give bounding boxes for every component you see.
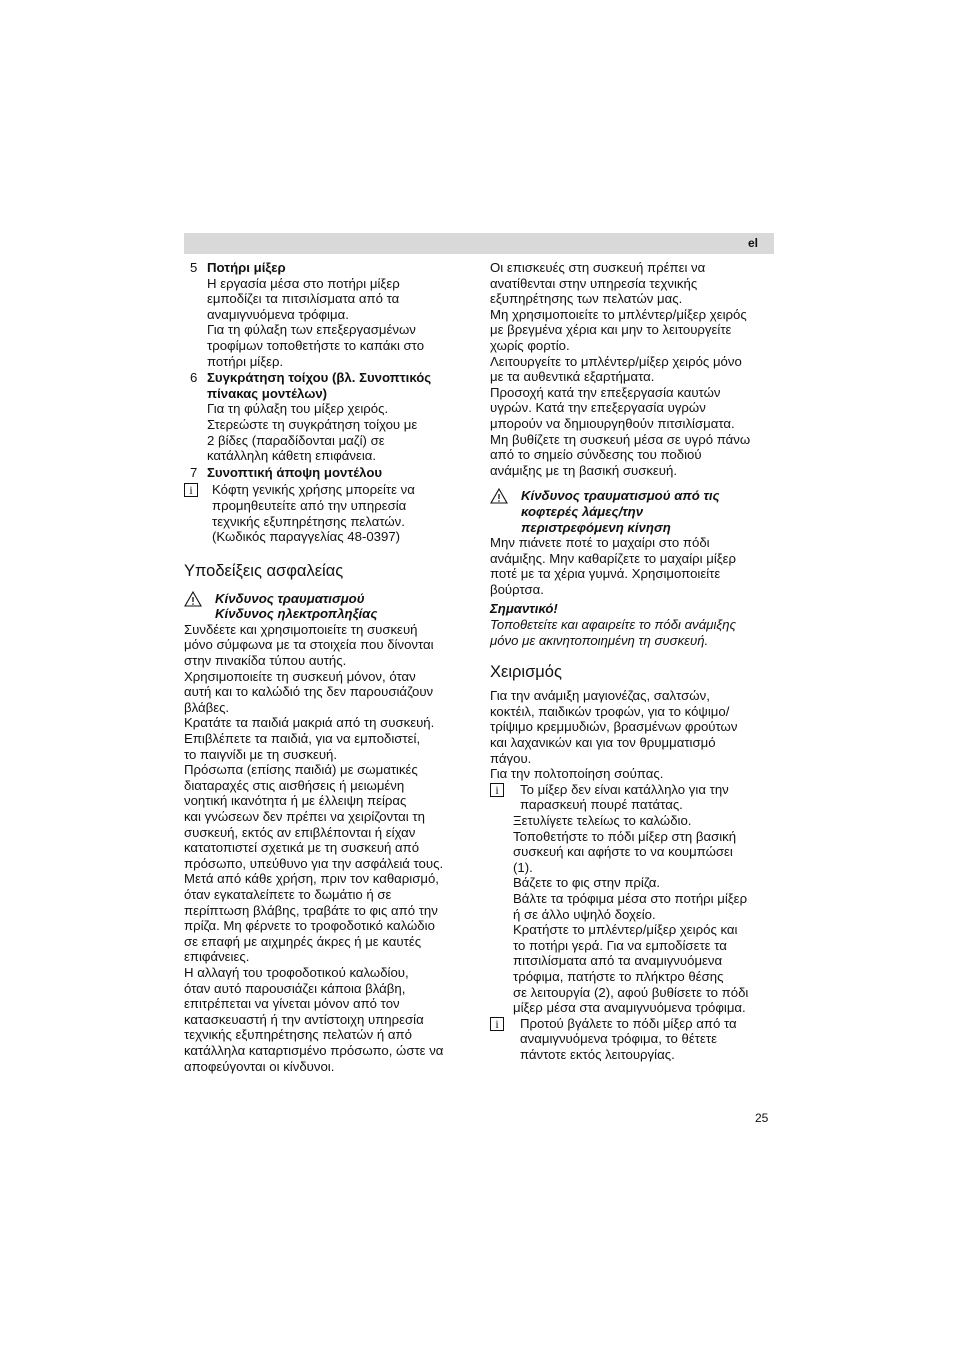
important-text: Τοποθετείτε και αφαιρείτε το πόδι ανάμιξης: [490, 617, 737, 633]
warning-text: Κίνδυνος τραυματισμού από τις: [521, 488, 720, 504]
section-heading-handling: Χειρισμός: [490, 663, 562, 682]
text-line: Μη βυθίζετε τη συσκευή μέσα σε υγρό πάνω: [490, 431, 751, 447]
text-line: και λαχανικών και για τον θρυμματισμό: [490, 735, 716, 751]
safety-body-continued: [490, 260, 774, 478]
text-line: κοκτέιλ, παιδικών τροφών, για το κόψιμο/: [490, 703, 730, 719]
handling-steps: [490, 813, 774, 1016]
warning-body: [490, 535, 774, 597]
text-line: Προτού βγάλετε το πόδι μίξερ από τα: [520, 1015, 737, 1031]
text-line: όταν εγκαταλείπετε το δωμάτιο ή σε: [184, 886, 392, 902]
item-number: 7: [190, 464, 198, 480]
text-line: ανάμιξης με τη βασική συσκευή.: [490, 462, 678, 478]
left-column: [184, 260, 469, 1074]
step-line: συσκευή και αφήστε το να κουμπώσει: [513, 844, 733, 860]
text-line: Για τη φύλαξη των επεξεργασμένων: [207, 322, 416, 338]
warning-triangle-icon: [184, 591, 215, 622]
text-line: τεχνικής εξυπηρέτησης πελατών ή από: [184, 1027, 412, 1043]
text-line: σε επαφή με αιχμηρές άκρες ή με καυτές: [184, 933, 422, 949]
text-line: υγρών. Κατά την επεξεργασία υγρών: [490, 400, 706, 416]
text-line: Η εργασία μέσα στο ποτήρι μίξερ: [207, 275, 400, 291]
text-line: 2 βίδες (παραδίδονται μαζί) σε: [207, 432, 385, 448]
warning-block: [490, 488, 774, 535]
item-number: 6: [190, 370, 198, 386]
text-line: Συνδέετε και χρησιμοποιείτε τη συσκευή: [184, 621, 418, 637]
text-line: Η αλλαγή του τροφοδοτικού καλωδίου,: [184, 964, 409, 980]
text-line: ανάμιξης. Μην καθαρίζετε το μαχαίρι μίξερ: [490, 550, 737, 566]
step-line: σε λειτουργία (2), αφού βυθίσετε το πόδι: [513, 984, 749, 1000]
text-line: Λειτουργείτε το μπλέντερ/μίξερ χειρός μόνο: [490, 353, 742, 369]
step-line: τρόφιμα, πατήστε το πλήκτρο θέσης: [513, 968, 724, 984]
item-title: Συνοπτική άποψη μοντέλου: [207, 464, 383, 480]
page-number: 25: [755, 1111, 769, 1125]
text-line: τροφίμων τοποθετήστε το καπάκι στο: [207, 337, 425, 353]
warning-text: κοφτερές λάμες/την: [521, 503, 644, 519]
item-title: Ποτήρι μίξερ: [207, 260, 286, 275]
text-line: κατάλληλη κάθετη επιφάνεια.: [207, 448, 377, 464]
safety-body: [184, 622, 469, 1074]
text-line: μόνο σύμφωνα με τα στοιχεία που δίνονται: [184, 637, 434, 653]
list-item-5: [184, 260, 469, 369]
text-line: επιφάνειες.: [184, 949, 250, 965]
text-line: κατασκευαστή ή την αντίστοιχη υπηρεσία: [184, 1011, 424, 1027]
text-line: Πρόσωπα (επίσης παιδιά) με σωματικές: [184, 762, 418, 778]
list-item-6: [184, 370, 469, 464]
text-line: χωρίς φορτίο.: [490, 337, 570, 353]
important-label: Σημαντικό!: [490, 601, 558, 617]
important-text: μόνο με ακινητοποιημένη τη συσκευή.: [490, 632, 709, 648]
text-line: εμποδίζει τα πιτσιλίσματα από τα: [207, 291, 400, 307]
text-line: Οι επισκευές στη συσκευή πρέπει να: [490, 260, 706, 275]
info-note: [490, 1016, 774, 1063]
text-line: Το μίξερ δεν είναι κατάλληλο για την: [520, 781, 729, 797]
language-code: el: [747, 236, 758, 250]
text-line: μπορούν να δημιουργηθούν πιτσιλίσματα.: [490, 415, 735, 431]
text-line: το παιγνίδι με τη συσκευή.: [184, 746, 338, 762]
text-line: εξυπηρέτησης των πελατών μας.: [490, 291, 683, 307]
text-line: πάντοτε εκτός λειτουργίας.: [520, 1046, 675, 1062]
text-line: με τα αυθεντικά εξαρτήματα.: [490, 369, 655, 385]
text-line: περίπτωση βλάβης, τραβάτε το φις από την: [184, 902, 438, 918]
text-line: τρίψιμο κρεμμυδιών, βρασμένων φρούτων: [490, 719, 738, 735]
text-line: ποτέ με τα χέρια γυμνά. Χρησιμοποιείτε: [490, 566, 721, 582]
text-line: διαταραχές στις αισθήσεις ή μειωμένη: [184, 777, 405, 793]
text-line: νοητική ικανότητα ή με έλλειψη πείρας: [184, 793, 407, 809]
step-line: Βάζετε το φις στην πρίζα.: [513, 875, 661, 891]
step-line: ή σε άλλο υψηλό δοχείο.: [513, 906, 656, 922]
text-line: Χρησιμοποιείτε τη συσκευή μόνον, όταν: [184, 668, 416, 684]
text-line: ανατίθενται στην υπηρεσία τεχνικής: [490, 275, 698, 291]
text-line: Για την πολτοποίηση σούπας.: [490, 766, 664, 782]
text-line: Επιβλέπετε τα παιδιά, για να εμποδιστεί,: [184, 731, 421, 747]
text-line: κατατοπιστεί σχετικά με τη συσκευή από: [184, 840, 420, 856]
section-heading-safety: Υποδείξεις ασφαλείας: [184, 561, 344, 580]
header-bar: [184, 233, 774, 254]
step-line: πιτσιλίσματα από τα αναμιγνυόμενα: [513, 953, 723, 969]
step-line: Βάλτε τα τρόφιμα μέσα στο ποτήρι μίξερ: [513, 890, 748, 906]
text-line: Μετά από κάθε χρήση, πριν τον καθαρισμό,: [184, 871, 439, 887]
text-line: συσκευή, εκτός αν επιβλέπονται ή είχαν: [184, 824, 416, 840]
text-line: Για τη φύλαξη του μίξερ χειρός.: [207, 401, 389, 417]
item-number: 5: [190, 260, 198, 275]
text-line: προμηθευτείτε από την υπηρεσία: [212, 497, 407, 513]
item-title: πίνακας μοντέλων): [207, 385, 328, 401]
info-note: [490, 782, 774, 813]
step-line: Κρατήστε το μπλέντερ/μίξερ χειρός και: [513, 922, 738, 938]
step-line: το ποτήρι γερά. Για να εμποδίσετε τα: [513, 937, 727, 953]
text-line: ποτήρι μίξερ.: [207, 353, 284, 369]
warning-triangle-icon: [490, 488, 521, 535]
text-line: πρίζα. Μη φέρνετε το τροφοδοτικό καλώδιο: [184, 918, 435, 934]
text-line: βλάβες.: [184, 699, 230, 715]
list-item-7: [184, 465, 469, 481]
text-line: Στερεώστε τη συγκράτηση τοίχου με: [207, 416, 418, 432]
text-line: Κόφτη γενικής χρήσης μπορείτε να: [212, 482, 415, 498]
warning-block: [184, 591, 469, 622]
step-line: Τοποθετήστε το πόδι μίξερ στη βασική: [513, 828, 737, 844]
info-icon: i: [490, 1017, 504, 1031]
step-line: μίξερ μέσα στα αναμιγνυόμενα τρόφιμα.: [513, 1000, 746, 1016]
text-line: παρασκευή πουρέ πατάτας.: [520, 797, 683, 813]
text-line: πάγου.: [490, 750, 532, 766]
text-line: κατάλληλα καταρτισμένο πρόσωπο, ώστε να: [184, 1042, 444, 1058]
text-line: και γνώσεων δεν πρέπει να χειρίζονται τη: [184, 809, 425, 824]
text-line: Για την ανάμιξη μαγιονέζας, σαλτσών,: [490, 688, 710, 704]
info-icon: i: [490, 783, 504, 797]
text-line: πρόσωπο, υπεύθυνο για την ασφάλειά τους.: [184, 855, 444, 871]
text-line: Μην πιάνετε ποτέ το μαχαίρι στο πόδι: [490, 535, 710, 551]
text-line: (Κωδικός παραγγελίας 48-0397): [212, 529, 401, 545]
item-title: Συγκράτηση τοίχου (βλ. Συνοπτικός: [207, 370, 432, 386]
text-line: βούρτσα.: [490, 581, 544, 597]
info-note: [184, 482, 469, 544]
right-column: [490, 260, 774, 1063]
text-line: αναμιγνυόμενα τρόφιμα.: [207, 306, 349, 322]
text-line: Προσοχή κατά την επεξεργασία καυτών: [490, 384, 721, 400]
text-line: αυτή και το καλώδιό της δεν παρουσιάζουν: [184, 684, 434, 700]
text-line: Κρατάτε τα παιδιά μακριά από τη συσκευή.: [184, 715, 435, 731]
step-line: Ξετυλίγετε τελείως το καλώδιο.: [513, 813, 692, 828]
text-line: όταν αυτό παρουσιάζει κάποια βλάβη,: [184, 980, 406, 996]
handling-intro: [490, 688, 774, 782]
warning-text: Κίνδυνος τραυματισμού: [215, 590, 365, 606]
text-line: Μη χρησιμοποιείτε το μπλέντερ/μίξερ χειρός: [490, 306, 747, 322]
text-line: στην πινακίδα τύπου αυτής.: [184, 653, 347, 669]
text-line: επιτρέπεται να γίνεται μόνον από τον: [184, 996, 400, 1012]
info-icon: i: [184, 483, 198, 497]
text-line: αποφεύγονται οι κίνδυνοι.: [184, 1058, 335, 1074]
text-line: από το σημείο σύνδεσης του ποδιού: [490, 447, 702, 463]
text-line: με βρεγμένα χέρια και μην το λειτουργείτε: [490, 322, 732, 338]
warning-text: περιστρεφόμενη κίνηση: [521, 519, 671, 535]
text-line: τεχνικής εξυπηρέτησης πελατών.: [212, 513, 405, 529]
step-line: (1).: [513, 859, 533, 875]
text-line: αναμιγνυόμενα τρόφιμα, το θέτετε: [520, 1031, 717, 1047]
warning-text: Κίνδυνος ηλεκτροπληξίας: [215, 606, 378, 622]
